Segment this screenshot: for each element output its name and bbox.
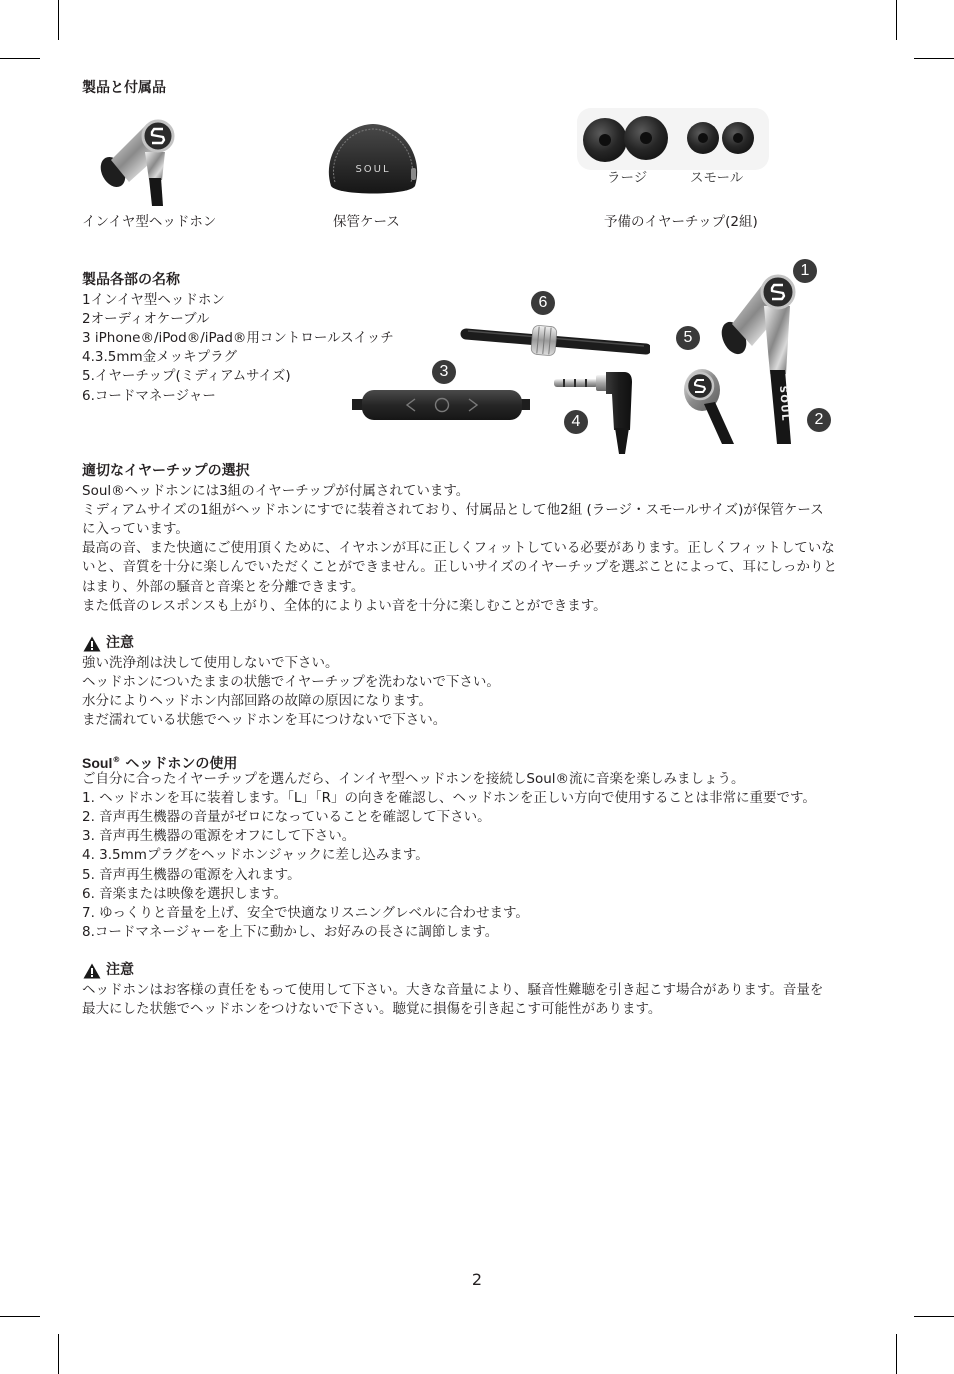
step-line: 2. 音声再生機器の音量がゼロになっていることを確認して下さい。: [82, 808, 491, 825]
warning-triangle-icon: [83, 963, 101, 979]
crop-mark-bottom-left-horizontal: [0, 1316, 40, 1317]
plug-strain-relief: [615, 428, 629, 454]
callout-3: 3: [432, 360, 456, 384]
paragraph-line: 最大にした状態でヘッドホンをつけないで下さい。聴覚に損傷を引き起こす可能性があります。: [82, 1000, 662, 1017]
accessories-heading: 製品と付属品: [82, 80, 166, 96]
parts-item: 6.コードマネージャー: [82, 387, 216, 404]
caption-tips: 予備のイヤーチップ(2組): [604, 214, 758, 230]
paragraph-line: 最高の音、また快適にご使用頂くために、イヤホンが耳に正しくフィットしている必要があります。正しくフィットしていな: [82, 540, 835, 557]
control-switch-image: [350, 384, 532, 426]
paragraph-line: いと、音質を十分に楽しんでいただくことができません。正しいサイズのイヤーチップを選ぶことによって、耳にしっかりと: [82, 559, 838, 576]
soul-s-logo-icon: [687, 373, 713, 399]
paragraph-line: また低音のレスポンスも上がり、全体的によりよい音を十分に楽しむことができます。: [82, 597, 607, 614]
paragraph-line: ヘッドホンはお客様の責任をもって使用して下さい。大きな音量により、騒音性難聴を引き起こす場合があります。音量を: [82, 981, 824, 998]
step-line: 7. ゆっくりと音量を上げ、安全で快適なリスニングレベルに合わせます。: [82, 904, 529, 921]
usage-section: [82, 750, 816, 942]
ear-tip-detail-image: [680, 362, 740, 444]
headphone-cable: [149, 178, 163, 206]
cable-logo: SOUL: [777, 385, 791, 423]
usage-heading-mark: ®: [112, 755, 121, 765]
case-body: [329, 124, 417, 194]
tip-large-label: ラージ: [607, 170, 648, 186]
cord-manager: [531, 325, 557, 356]
step-line: 3. 音声再生機器の電源をオフにして下さい。: [82, 828, 356, 845]
in-ear-headphone-image: [95, 106, 195, 206]
page-number: 2: [471, 1270, 483, 1289]
caution-heading: 注意: [106, 635, 134, 652]
step-line: 4. 3.5mmプラグをヘッドホンジャックに差し込みます。: [82, 847, 429, 864]
crop-mark-top-left-vertical: [58, 0, 59, 40]
plug-body: [606, 372, 632, 430]
step-line: 1. ヘッドホンを耳に装着します。「L」「R」の向きを確認し、ヘッドホンを正しい方向で使用することは非常に重要です。: [82, 789, 816, 806]
soul-s-logo-icon: [143, 121, 173, 151]
caution-heading: 注意: [106, 962, 134, 979]
headphone-cable: [704, 402, 734, 444]
tip-small-label: スモール: [690, 170, 744, 186]
callout-2: 2: [807, 408, 831, 432]
caution-wash-section: [82, 634, 500, 730]
warning-triangle-icon: [83, 636, 101, 652]
eartips-heading: 適切なイヤーチップの選択: [82, 463, 250, 480]
audio-cable-with-cord-manager-image: [460, 318, 650, 366]
paragraph-line: 水分によりヘッドホン内部回路の故障の原因になります。: [82, 692, 432, 709]
parts-item: 4.3.5mm金メッキプラグ: [82, 349, 238, 366]
usage-heading: [82, 750, 816, 773]
paragraph-line: ミディアムサイズの1組がヘッドホンにすでに装着されており、付属品として他2組 (ラージ・スモールサイズ)が保管ケース: [82, 501, 824, 518]
step-line: 8.コードマネージャーを上下に動かし、お好みの長さに調節します。: [82, 924, 499, 941]
paragraph-line: Soul®ヘッドホンには3組のイヤーチップが付属されています。: [82, 482, 470, 499]
spare-ear-tips-image: [575, 106, 771, 172]
step-line: 6. 音楽または映像を選択します。: [82, 885, 288, 902]
parts-item: 2オーディオケーブル: [82, 310, 210, 327]
paragraph-line: まだ濡れている状態でヘッドホンを耳につけないで下さい。: [82, 712, 447, 729]
parts-item: 1インイヤ型ヘッドホン: [82, 291, 225, 308]
parts-heading: 製品各部の名称: [82, 272, 180, 289]
zipper-pull: [411, 168, 416, 180]
case-logo: SOUL: [355, 164, 391, 175]
step-line: 5. 音声再生機器の電源を入れます。: [82, 866, 301, 883]
crop-mark-top-right-vertical: [896, 0, 897, 40]
storage-case-image: [322, 120, 424, 198]
paragraph-line: ご自分に合ったイヤーチップを選んだら、インイヤ型ヘッドホンを接続しSoul®流に音楽を楽しみましょう。: [82, 770, 745, 787]
callout-4: 4: [564, 410, 588, 434]
caution-heading-row: [82, 961, 823, 980]
callout-6: 6: [531, 291, 555, 315]
caution-heading-row: [82, 634, 500, 653]
caption-case: 保管ケース: [333, 214, 400, 230]
gold-plated-plug-image: [548, 368, 638, 454]
strain-relief: [145, 152, 165, 180]
caption-headphone: インイヤ型ヘッドホン: [82, 214, 217, 230]
callout-1: 1: [793, 259, 817, 283]
paragraph-line: はまり、外部の騒音と音楽とを分離できます。: [82, 578, 365, 595]
caution-volume-section: [82, 961, 823, 1019]
control-switch-body: [362, 390, 522, 420]
crop-mark-top-left-horizontal: [0, 58, 40, 59]
usage-heading-text: ヘッドホンの使用: [125, 756, 238, 773]
crop-mark-bottom-right-horizontal: [914, 1316, 954, 1317]
plug-pin: [554, 379, 598, 387]
eartips-section: [82, 462, 837, 616]
parts-section: [82, 271, 394, 405]
soul-s-logo-icon: [762, 276, 794, 308]
paragraph-line: に入っています。: [82, 520, 189, 537]
crop-mark-top-right-horizontal: [914, 58, 954, 59]
paragraph-line: 強い洗浄剤は決して使用しないで下さい。: [82, 654, 339, 671]
crop-mark-bottom-right-vertical: [896, 1334, 897, 1374]
parts-item: 5.イヤーチップ(ミディアムサイズ): [82, 368, 291, 385]
paragraph-line: ヘッドホンについたままの状態でイヤーチップを洗わないで下さい。: [82, 673, 500, 690]
crop-mark-bottom-left-vertical: [58, 1334, 59, 1374]
usage-heading-brand: Soul: [82, 755, 113, 772]
callout-5: 5: [676, 326, 700, 350]
strain-relief: [764, 306, 790, 374]
parts-item: 3 iPhone®/iPod®/iPad®用コントロールスイッチ: [82, 329, 394, 346]
